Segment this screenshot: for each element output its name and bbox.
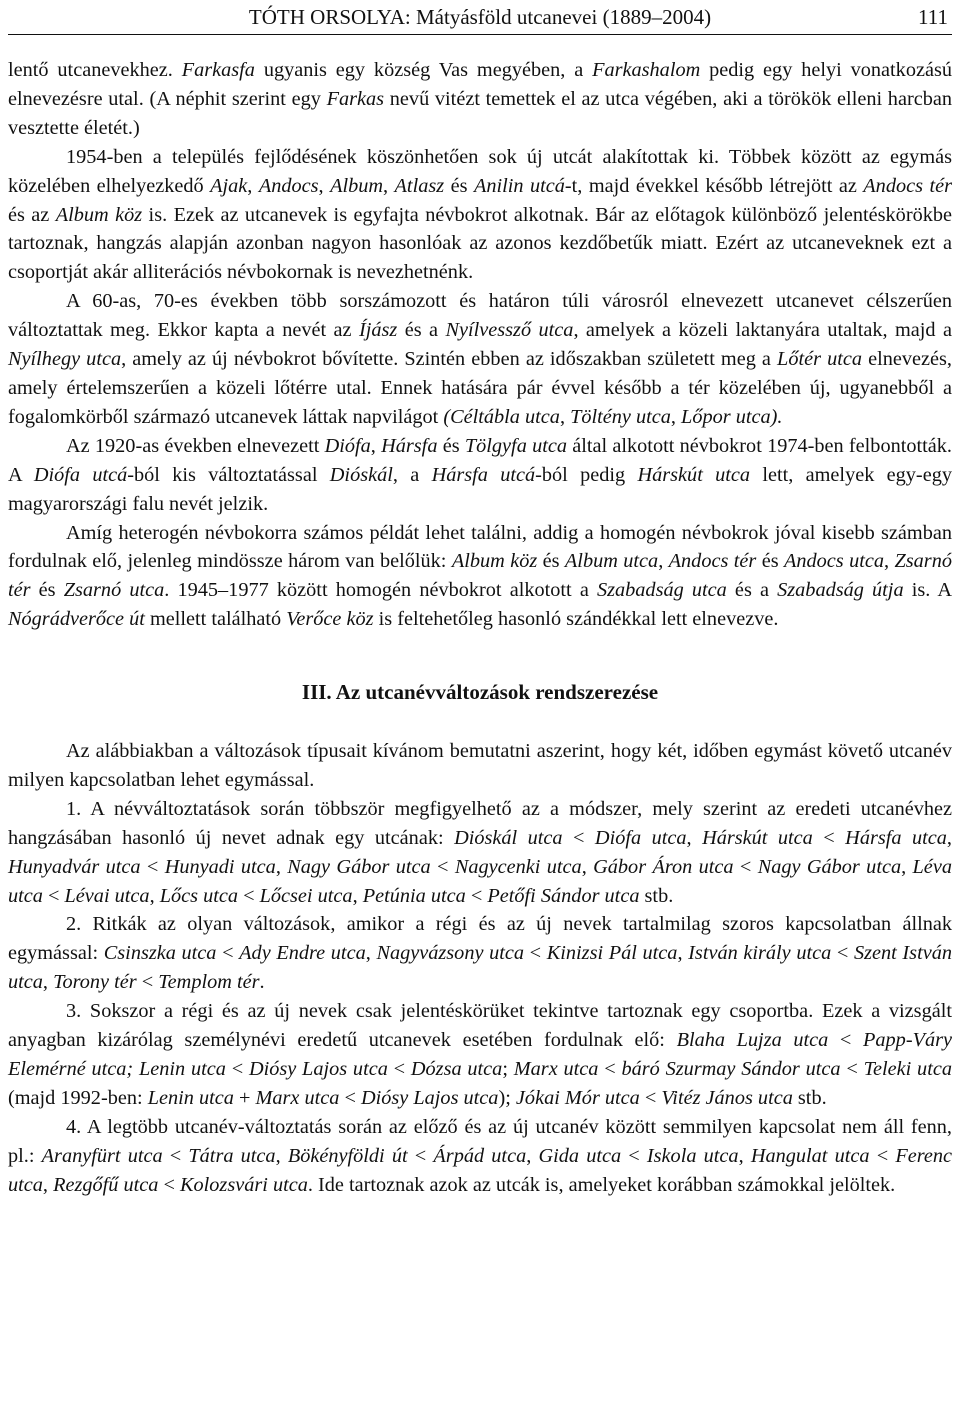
text-segment: , bbox=[658, 550, 669, 573]
text-segment: (majd 1992-ben: bbox=[8, 1086, 148, 1109]
text-segment: , bbox=[581, 855, 594, 878]
text-segment: A 60-as, 70-es években több sorszámozott és határon túli városról elnevezett utcanevet célszerűen változtattak meg. Ekkor kapta a nevét az bbox=[8, 290, 952, 342]
italic-text-segment: Templom tér bbox=[158, 971, 260, 994]
italic-text-segment: Lőpor utca). bbox=[681, 405, 783, 428]
text-segment: ; bbox=[502, 1058, 514, 1080]
paragraph bbox=[8, 910, 952, 997]
text-segment: elnevezés, amely értelemszerűen a közeli lőtérre utal. Ennek hatására pár évvel később a tér közelében új, ugyanebből a fogalomkörből származó utcanevek láttak napvilágot bbox=[8, 348, 953, 428]
italic-text-segment: Album utca bbox=[564, 550, 659, 573]
paragraph bbox=[8, 795, 952, 911]
italic-text-segment: Íjász bbox=[358, 319, 398, 342]
text-segment: < bbox=[42, 884, 65, 907]
text-segment: , bbox=[677, 942, 689, 965]
italic-text-segment: Farkashalom bbox=[592, 59, 701, 81]
italic-text-segment: Hunyadvár utca bbox=[8, 855, 141, 878]
text-segment: . Ide tartoznak azok az utcák is, amelyeket korábban számokkal jelöltek. bbox=[307, 1173, 896, 1196]
italic-text-segment: Zsarnó utca bbox=[63, 579, 165, 602]
text-segment: és a bbox=[397, 319, 446, 342]
text-segment: 2. Ritkák az olyan változások, amikor a régi és az új nevek tartalmilag szoros kapcsolatban állnak egymással: bbox=[8, 913, 952, 965]
paragraph bbox=[8, 997, 952, 1113]
page-number: 111 bbox=[918, 5, 948, 29]
italic-text-segment: Rezgőfű utca bbox=[53, 1173, 159, 1196]
paragraph bbox=[8, 432, 952, 519]
text-segment: < bbox=[216, 942, 240, 965]
paragraph bbox=[8, 287, 952, 432]
italic-text-segment: Hárskút utca bbox=[702, 826, 813, 849]
text-segment: , bbox=[738, 1144, 751, 1167]
text-segment: ); bbox=[498, 1086, 516, 1109]
italic-text-segment: Gida utca bbox=[538, 1144, 622, 1167]
italic-text-segment: Nógrádverőce út bbox=[8, 608, 145, 631]
italic-text-segment: Diófa utcá bbox=[33, 463, 128, 486]
text-segment: Az 1920-as években elnevezett bbox=[66, 434, 325, 457]
italic-text-segment: Andocs tér bbox=[863, 174, 952, 197]
italic-text-segment: Marx utca bbox=[513, 1058, 599, 1080]
text-segment: < bbox=[812, 826, 846, 849]
italic-text-segment: Lenin utca bbox=[138, 1058, 226, 1080]
italic-text-segment: Hársfa bbox=[381, 434, 438, 457]
italic-text-segment: Töltény utca bbox=[570, 405, 671, 428]
italic-text-segment: Ady Endre utca bbox=[239, 942, 366, 965]
paragraphs-after-section bbox=[8, 737, 952, 1200]
italic-text-segment: Lőcs utca bbox=[159, 884, 239, 907]
text-segment: + bbox=[233, 1086, 256, 1109]
paragraph bbox=[8, 737, 952, 795]
text-segment: < bbox=[639, 1086, 662, 1109]
text-segment: < bbox=[828, 1029, 864, 1052]
text-segment: és bbox=[30, 579, 64, 602]
italic-text-segment: Album köz bbox=[451, 550, 538, 573]
body-text bbox=[8, 56, 952, 1200]
italic-text-segment: Kolozsvári utca bbox=[179, 1173, 308, 1196]
italic-text-segment: Diófa utca bbox=[594, 826, 687, 849]
italic-text-segment: Atlasz bbox=[394, 174, 445, 197]
text-segment: is feltehetőleg hasonló szándékkal lett elnevezve. bbox=[373, 608, 779, 631]
italic-text-segment: Andocs utca bbox=[783, 550, 885, 573]
text-segment: stb. bbox=[639, 884, 674, 907]
italic-text-segment: Marx utca bbox=[255, 1086, 340, 1109]
text-segment: , bbox=[275, 1144, 288, 1167]
italic-text-segment: Lőtér utca bbox=[777, 348, 863, 371]
text-segment: lett, amelyek egy-egy magyarországi falu nevét jelzik. bbox=[8, 463, 952, 515]
text-segment: < bbox=[238, 884, 260, 907]
text-segment: , bbox=[247, 174, 259, 197]
text-segment: , amelyek a közeli laktanyára utaltak, majd a bbox=[573, 319, 952, 342]
italic-text-segment: Dióskál utca bbox=[454, 826, 563, 849]
text-segment: Amíg heterogén névbokorra számos példát lehet találni, addig a homogén névbokrok jóval kisebb számban fordulnak elő, jelenleg mindössze három van belőlük: bbox=[8, 521, 952, 573]
text-segment: -ból kis változtatással bbox=[127, 463, 330, 486]
text-segment: és bbox=[444, 174, 474, 197]
text-segment: , bbox=[383, 174, 395, 197]
italic-text-segment: Petúnia utca bbox=[362, 884, 466, 907]
italic-text-segment: Csinszka utca bbox=[103, 942, 217, 965]
text-segment: és bbox=[437, 434, 465, 457]
italic-text-segment: Nyílhegy utca bbox=[8, 348, 122, 371]
italic-text-segment: Hárskút utca bbox=[637, 463, 751, 486]
italic-text-segment: Aranyfürt utca bbox=[41, 1144, 163, 1167]
italic-text-segment: Andocs tér bbox=[668, 550, 757, 573]
italic-text-segment: Hársfa utca bbox=[845, 826, 947, 849]
text-segment: < bbox=[387, 1058, 411, 1080]
text-segment: < bbox=[430, 855, 455, 878]
text-segment: által alkotott névbokrot 1974-ben felbontották. A bbox=[8, 434, 952, 486]
italic-text-segment: Szabadság utca bbox=[596, 579, 727, 602]
italic-text-segment: Nyílvessző utca bbox=[445, 319, 574, 342]
paragraphs-before-section bbox=[8, 56, 952, 634]
text-segment: és a bbox=[726, 579, 778, 602]
italic-text-segment: Iskola utca bbox=[646, 1144, 739, 1167]
text-segment: , bbox=[526, 1144, 539, 1167]
italic-text-segment: Szent István utca bbox=[8, 942, 952, 994]
text-segment: , bbox=[946, 826, 952, 849]
text-segment: , bbox=[275, 855, 288, 878]
italic-text-segment: Diósy Lajos utca bbox=[360, 1086, 499, 1109]
text-segment: < bbox=[339, 1086, 361, 1109]
italic-text-segment: Album bbox=[330, 174, 384, 197]
italic-text-segment: Papp-Váry Elemérné utca; bbox=[8, 1029, 953, 1080]
italic-text-segment: Jókai Mór utca bbox=[515, 1086, 640, 1109]
text-segment: < bbox=[524, 942, 547, 965]
text-segment: < bbox=[158, 1173, 180, 1196]
text-segment: mellett található bbox=[144, 608, 287, 631]
running-title: TÓTH ORSOLYA: Mátyásföld utcanevei (1889–2004) bbox=[248, 5, 712, 29]
text-segment: Az alábbiakban a változások típusait kívánom bemutatni aszerint, hogy két, időben egymást követő utcanév milyen kapcsolatban lehet egymással. bbox=[8, 740, 952, 791]
text-segment: , bbox=[370, 434, 382, 457]
text-segment: < bbox=[598, 1058, 622, 1080]
italic-text-segment: Teleki utca bbox=[863, 1058, 952, 1080]
italic-text-segment: Anilin utcá bbox=[473, 174, 565, 197]
text-segment: 4. A legtöbb utcanév-változtatás során az előző és az új utcanév között semmilyen kapcsolat nem áll fenn, pl.: bbox=[8, 1115, 952, 1167]
text-segment: < bbox=[136, 971, 159, 994]
italic-text-segment: Lőcsei utca bbox=[259, 884, 353, 907]
text-segment: lentő utcanevekhez. bbox=[8, 59, 182, 81]
paragraph bbox=[8, 519, 952, 635]
italic-text-segment: Dózsa utca bbox=[410, 1058, 503, 1080]
italic-text-segment: Nagyvázsony utca bbox=[376, 942, 525, 965]
text-segment: és bbox=[756, 550, 784, 573]
text-segment: < bbox=[621, 1144, 647, 1167]
text-segment: < bbox=[869, 1144, 896, 1167]
text-segment: és bbox=[537, 550, 565, 573]
italic-text-segment: Torony tér bbox=[53, 971, 137, 994]
section-title: III. Az utcanévváltozások rendszerezése bbox=[301, 680, 659, 705]
text-segment: nevű vitézt temettek el az utca végében, aki a törökök elleni harcban vesztette életét.) bbox=[8, 87, 952, 139]
text-segment: < bbox=[162, 1144, 189, 1167]
text-segment: pedig egy helyi vonatkozású elnevezésre utal. (A néphit szerint egy bbox=[8, 59, 952, 110]
italic-text-segment: Lévai utca bbox=[64, 884, 150, 907]
italic-text-segment: Tátra utca bbox=[188, 1144, 276, 1167]
text-segment: -t, majd évekkel később létrejött az bbox=[564, 174, 864, 197]
italic-text-segment: Zsarnó tér bbox=[8, 550, 952, 602]
italic-text-segment: Kinizsi Pál utca bbox=[546, 942, 678, 965]
italic-text-segment: Diófa bbox=[324, 434, 371, 457]
italic-text-segment: báró Szurmay Sándor utca bbox=[621, 1058, 841, 1080]
text-segment: 1954-ben a település fejlődésének köszönhetően sok új utcát alakítottak ki. Többek között az egymás közelében elhelyezkedő bbox=[8, 145, 952, 197]
text-segment: és az bbox=[8, 203, 56, 226]
text-segment: , bbox=[318, 174, 331, 197]
text-segment: < bbox=[465, 884, 488, 907]
italic-text-segment: István király utca bbox=[688, 942, 832, 965]
italic-text-segment: Dióskál bbox=[329, 463, 393, 486]
text-segment: , bbox=[686, 826, 703, 849]
text-segment: is. Ezek az utcanevek is egyfajta névbokrot alkotnak. Bár az előtagok különböző jelentéskörökbe tartoznak, hangzás alapján azonban nagyon hasonlóak az azonos kezdőbetűk miatt. Ezért az utcaneveknek ezt a csoportját akár alliterációs névbokornak is nevezhetnénk. bbox=[8, 203, 952, 284]
italic-text-segment: Hunyadi utca bbox=[164, 855, 276, 878]
running-header bbox=[8, 0, 952, 35]
text-segment: 1. A névváltoztatások során többször megfigyelhető az a módszer, mely szerint az eredeti utcanévhez hangzásában hasonló új nevet adnak egy utcának: bbox=[8, 797, 952, 849]
text-segment: , bbox=[670, 405, 682, 428]
text-segment: < bbox=[562, 826, 595, 849]
text-segment: , bbox=[42, 971, 54, 994]
italic-text-segment: Árpád utca bbox=[433, 1144, 527, 1167]
text-segment: , bbox=[42, 1173, 54, 1196]
paragraph bbox=[8, 1113, 952, 1200]
italic-text-segment: Verőce köz bbox=[286, 608, 374, 631]
italic-text-segment: Ajak bbox=[210, 174, 248, 197]
italic-text-segment: Petőfi Sándor utca bbox=[487, 884, 640, 907]
paragraph bbox=[8, 143, 952, 288]
italic-text-segment: (Céltábla utca bbox=[443, 405, 560, 428]
italic-text-segment: Lenin utca bbox=[147, 1086, 234, 1109]
italic-text-segment: Vitéz János utca bbox=[661, 1086, 793, 1109]
text-segment: , bbox=[352, 884, 363, 907]
text-segment: < bbox=[225, 1058, 249, 1080]
text-segment: < bbox=[407, 1144, 434, 1167]
text-segment: 3. Sokszor a régi és az új nevek csak jelentéskörüket tekintve tartoznak egy csoportba. Ezek a vizsgált anyagban kizárólag személynévi eredetű utcanevek esetében fordulnak elő: bbox=[8, 1000, 952, 1052]
italic-text-segment: Szabadság útja bbox=[777, 579, 904, 602]
italic-text-segment: Nagy Gábor utca bbox=[757, 855, 902, 878]
italic-text-segment: Farkasfa bbox=[181, 59, 255, 81]
italic-text-segment: Blaha Lujza utca bbox=[676, 1029, 829, 1052]
text-segment: , bbox=[884, 550, 895, 573]
text-segment: , bbox=[901, 855, 913, 878]
italic-text-segment: Gábor Áron utca bbox=[593, 855, 734, 878]
text-segment: , bbox=[149, 884, 160, 907]
italic-text-segment: Nagycenki utca bbox=[454, 855, 582, 878]
text-segment: . 1945–1977 között homogén névbokrot alkotott a bbox=[164, 579, 597, 602]
text-segment: ugyanis egy község Vas megyében, a bbox=[254, 59, 593, 81]
paragraph bbox=[8, 56, 952, 143]
italic-text-segment: Léva utca bbox=[8, 855, 952, 907]
text-segment: < bbox=[840, 1058, 864, 1080]
text-segment: . bbox=[259, 971, 265, 994]
italic-text-segment: Diósy Lajos utca bbox=[248, 1058, 388, 1080]
italic-text-segment: Hangulat utca bbox=[750, 1144, 870, 1167]
text-segment: < bbox=[831, 942, 854, 965]
text-segment: stb. bbox=[792, 1086, 827, 1109]
italic-text-segment: Nagy Gábor utca bbox=[287, 855, 431, 878]
text-segment: < bbox=[733, 855, 758, 878]
text-segment: , bbox=[559, 405, 571, 428]
italic-text-segment: Tölgyfa utca bbox=[464, 434, 567, 457]
text-segment: < bbox=[140, 855, 165, 878]
italic-text-segment: Ferenc utca bbox=[8, 1144, 952, 1196]
italic-text-segment: Bökényföldi út bbox=[287, 1144, 408, 1167]
text-segment: , bbox=[365, 942, 377, 965]
italic-text-segment: Farkas bbox=[326, 87, 385, 110]
text-segment: is. A bbox=[903, 579, 952, 602]
text-segment: -ból pedig bbox=[535, 463, 638, 486]
text-segment: , amely az új névbokrot bővítette. Szintén ebben az időszakban született meg a bbox=[121, 348, 778, 371]
italic-text-segment: Album köz bbox=[55, 203, 143, 226]
italic-text-segment: Hársfa utcá bbox=[431, 463, 536, 486]
italic-text-segment: Andocs bbox=[258, 174, 319, 197]
text-segment: , a bbox=[392, 463, 432, 486]
